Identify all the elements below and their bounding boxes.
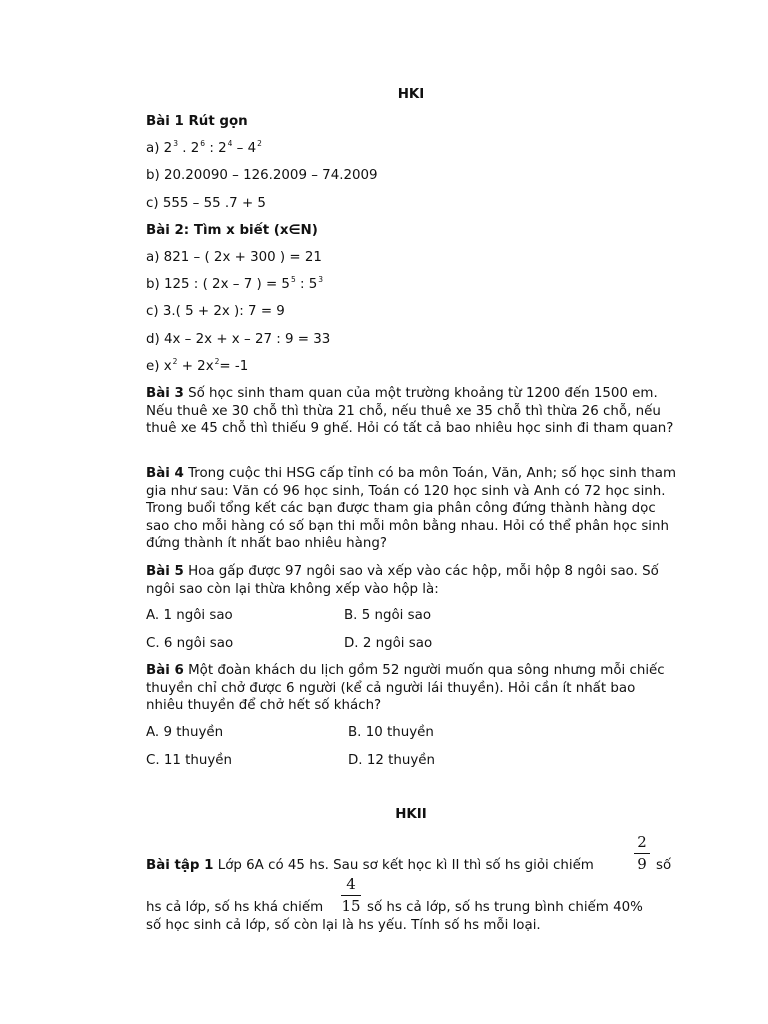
bai5-option-row [146, 635, 676, 653]
bai6-paragraph [146, 662, 676, 715]
bt1-line1 [146, 857, 676, 875]
bai5-option-d: D. 2 ngôi sao [344, 636, 433, 651]
bai5-paragraph [146, 563, 676, 598]
bai1-a-part: : 2 [205, 141, 227, 156]
bai2-b-part: : 5 [295, 277, 318, 292]
bai2-d: d) 4x – 2x + x – 27 : 9 = 33 [146, 332, 331, 347]
bai5-option-b: B. 5 ngôi sao [344, 608, 432, 623]
bt1-line1-text: Lớp 6A có 45 hs. Sau sơ kết học kì II thì số hs giỏi chiếm [213, 858, 594, 873]
exponent: 5 [290, 275, 296, 284]
fraction-numerator: 4 [346, 875, 356, 893]
bai5-option-a: A. 1 ngôi sao [146, 608, 233, 623]
hk2-title: HKII [395, 807, 427, 822]
exponent: 6 [200, 139, 206, 148]
bai4-text: Trong cuộc thi HSG cấp tỉnh có ba môn Toán, Văn, Anh; số học sinh tham gia như sau: Văn có 96 học sinh, Toán có 120 học sinh và Anh có 72 học sinh. Trong buổi tổng kết các bạn được tham gia phân công đứng thành hàng dọc sao cho mỗi hàng có số bạn thi mỗi môn bằng nhau. Hỏi có thể phân học sinh đứng thành ít nhất bao nhiêu hàng? [146, 466, 676, 551]
bai1-b: b) 20.20090 – 126.2009 – 74.2009 [146, 168, 378, 183]
bai6-option-a: A. 9 thuyền [146, 725, 224, 740]
bai6-option-d: D. 12 thuyền [348, 753, 435, 768]
bai3-label: Bài 3 [146, 386, 184, 401]
bai3-text: Số học sinh tham quan của một trường khoảng từ 1200 đến 1500 em. Nếu thuê xe 30 chỗ thì thừa 21 chỗ, nếu thuê xe 35 chỗ thì thừa 26 chỗ, nếu thuê xe 45 chỗ thì thiếu 9 ghế. Hỏi có tất cả bao nhiêu học sinh đi tham quan? [146, 386, 674, 436]
exponent: 2 [214, 357, 220, 366]
bai6-option-row [146, 752, 676, 770]
bai6-option-row [146, 724, 676, 742]
bai4-label: Bài 4 [146, 466, 184, 481]
exponent: 3 [318, 275, 324, 284]
exponent: 2 [172, 357, 178, 366]
bai5-option-row [146, 607, 676, 625]
bai6-label: Bài 6 [146, 663, 184, 678]
bai2-e-part: = -1 [219, 359, 249, 374]
bai1-heading-text: Bài 1 Rút gọn [146, 114, 248, 129]
bai2-e-part: + 2x [177, 359, 214, 374]
bai1-a-part: a) 2 [146, 141, 173, 156]
bt1-line3: số học sinh cả lớp, số còn lại là hs yếu. Tính số hs mỗi loại. [146, 918, 541, 933]
bai1-heading [146, 113, 676, 131]
bai1-a-part: – 4 [232, 141, 257, 156]
bt1-line2b: số hs cả lớp, số hs trung bình chiếm 40% [367, 900, 643, 915]
bai2-c: c) 3.( 5 + 2x ): 7 = 9 [146, 304, 285, 319]
fraction-numerator: 2 [637, 833, 647, 851]
bai6-text: Một đoàn khách du lịch gồm 52 người muốn qua sông nhưng mỗi chiếc thuyền chỉ chở được 6 người (kể cả người lái thuyền). Hỏi cần ít nhất bao nhiêu thuyền để chở hết số khách? [146, 663, 665, 713]
fraction-denominator: 9 [637, 855, 647, 873]
exponent: 3 [173, 139, 178, 148]
bai2-b [146, 276, 676, 295]
bai5-text: Hoa gấp được 97 ngôi sao và xếp vào các hộp, mỗi hộp 8 ngôi sao. Số ngôi sao còn lại thừa không xếp vào hộp là: [146, 564, 659, 597]
hk1-title: HKI [397, 87, 425, 102]
bai3-paragraph [146, 385, 676, 438]
bai5-option-c: C. 6 ngôi sao [146, 636, 234, 651]
fraction-denominator: 15 [341, 897, 361, 915]
bai1-a [146, 140, 676, 159]
bai2-e [146, 358, 676, 377]
exponent: 2 [257, 139, 262, 148]
bt1-line2a: hs cả lớp, số hs khá chiếm [146, 900, 324, 915]
bt1-line2 [146, 899, 676, 917]
exponent: 4 [227, 139, 233, 148]
bai5-label: Bài 5 [146, 564, 184, 579]
bai4-paragraph [146, 465, 676, 553]
fraction-bar [341, 895, 361, 896]
bai2-a: a) 821 – ( 2x + 300 ) = 21 [146, 250, 322, 265]
bai6-option-c: C. 11 thuyền [146, 753, 233, 768]
bai2-e-part: e) x [146, 359, 172, 374]
bai1-a-part: . 2 [178, 141, 200, 156]
bai6-option-b: B. 10 thuyền [348, 725, 434, 740]
bt1-line1-end: số [656, 858, 672, 873]
bai1-c: c) 555 – 55 .7 + 5 [146, 196, 266, 211]
bai2-b-part: b) 125 : ( 2x – 7 ) = 5 [146, 277, 290, 292]
bt1-label: Bài tập 1 [146, 858, 214, 873]
fraction-bar [634, 853, 650, 854]
bai2-heading [146, 222, 676, 240]
bai2-heading-text: Bài 2: Tìm x biết (x∈N) [146, 223, 318, 238]
